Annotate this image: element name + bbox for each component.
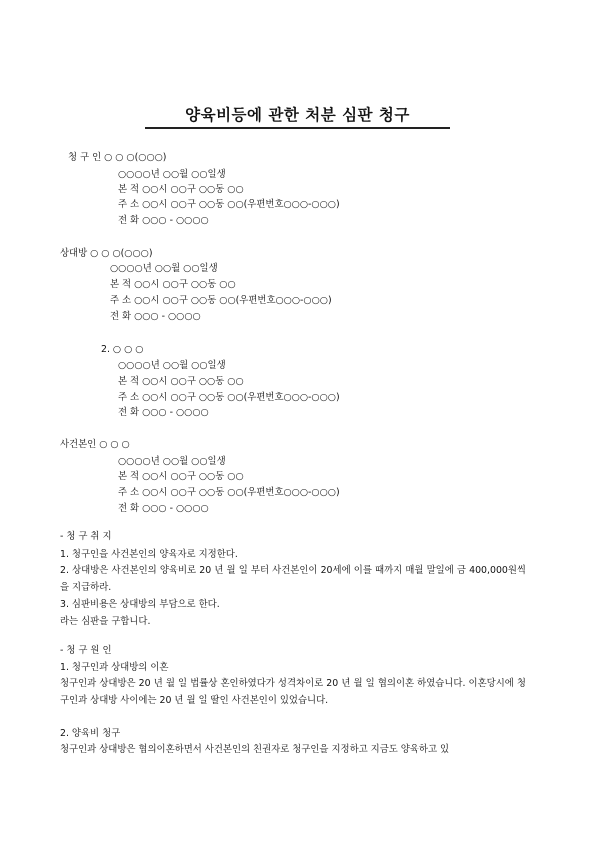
purpose-heading: - 청 구 취 지 — [60, 531, 112, 542]
respondent2-address: 주 소 ○○시 ○○구 ○○동 ○○(우편번호○○○-○○○) — [118, 392, 340, 403]
cause-text-2: 청구인과 상대방은 협의이혼하면서 사건본인의 친권자로 청구인을 지정하고 지금도 양육하고 있 — [60, 744, 450, 755]
principal-address: 주 소 ○○시 ○○구 ○○동 ○○(우편번호○○○-○○○) — [118, 487, 340, 498]
principal-domicile: 본 적 ○○시 ○○구 ○○동 ○○ — [118, 471, 244, 482]
respondent1-birth: ○○○○년 ○○월 ○○일생 — [110, 263, 218, 274]
respondent2-header: 2. ○ ○ ○ — [101, 344, 144, 355]
purpose-item-2: 2. 상대방은 사건본인의 양육비로 20 년 월 일 부터 사건본인이 20세에 이를 때까지 매월 말일에 금 400,000원씩을 지급하라. — [60, 565, 526, 593]
document-title: 양육비등에 관한 처분 심판 청구 — [185, 106, 410, 124]
respondent1-phone: 전 화 ○○○ - ○○○○ — [110, 311, 201, 322]
respondent2-phone: 전 화 ○○○ - ○○○○ — [118, 407, 209, 418]
respondent2-domicile: 본 적 ○○시 ○○구 ○○동 ○○ — [118, 376, 244, 387]
respondent1-header: 상대방 ○ ○ ○(○○○) — [60, 248, 153, 259]
cause-heading: - 청 구 원 인 — [60, 645, 112, 656]
cause-text-1: 청구인과 상대방은 20 년 월 일 법률상 혼인하였다가 성격차이로 20 년 월 일 협의이혼 하였습니다. 이혼당시에 청구인과 상대방 사이에는 20 년 월 일 딸인 사건본인이 있었습니다. — [60, 678, 526, 706]
purpose-item-3: 3. 심판비용은 상대방의 부담으로 한다. — [60, 599, 220, 610]
respondent1-address: 주 소 ○○시 ○○구 ○○동 ○○(우편번호○○○-○○○) — [110, 295, 332, 306]
claimant-phone: 전 화 ○○○ - ○○○○ — [118, 215, 209, 226]
purpose-closing: 라는 심판을 구합니다. — [60, 616, 151, 627]
respondent2-birth: ○○○○년 ○○월 ○○일생 — [118, 360, 226, 371]
claimant-header: 청 구 인 ○ ○ ○(○○○) — [68, 152, 167, 163]
claimant-domicile: 본 적 ○○시 ○○구 ○○동 ○○ — [118, 184, 244, 195]
cause-subheading-1: 1. 청구인과 상대방의 이혼 — [60, 662, 169, 673]
claimant-birth: ○○○○년 ○○월 ○○일생 — [118, 169, 226, 180]
claimant-address: 주 소 ○○시 ○○구 ○○동 ○○(우편번호○○○-○○○) — [118, 199, 340, 210]
title-underline — [145, 127, 450, 129]
principal-birth: ○○○○년 ○○월 ○○일생 — [118, 456, 226, 467]
respondent1-domicile: 본 적 ○○시 ○○구 ○○동 ○○ — [110, 279, 236, 290]
cause-subheading-2: 2. 양육비 청구 — [60, 728, 121, 739]
purpose-item-1: 1. 청구인을 사건본인의 양육자로 지정한다. — [60, 549, 238, 560]
principal-phone: 전 화 ○○○ - ○○○○ — [118, 503, 209, 514]
principal-header: 사건본인 ○ ○ ○ — [60, 439, 130, 450]
